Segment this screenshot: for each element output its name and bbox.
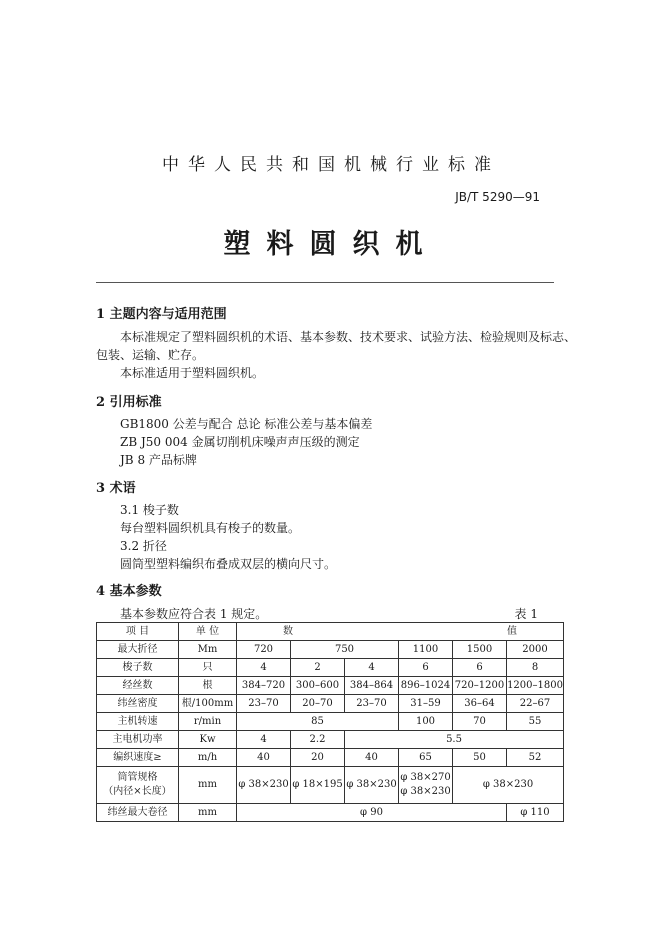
section-4-heading: 4 基本参数 — [96, 584, 162, 599]
reference-item: JB 8 产品标牌 — [120, 453, 197, 467]
cell: 65 — [399, 749, 453, 767]
row-label-line-1: 筒管规格 — [117, 772, 158, 783]
basic-parameters-table — [96, 622, 564, 822]
cell: 22–67 — [507, 695, 564, 713]
table-row — [97, 713, 564, 731]
row-unit: m/h — [179, 749, 237, 767]
row-label: 编织速度≥ — [97, 749, 179, 767]
cell: 50 — [453, 749, 507, 767]
cell: φ 110 — [507, 804, 564, 822]
cell: 23–70 — [345, 695, 399, 713]
cell: 20–70 — [291, 695, 345, 713]
cell: 1200–1800 — [507, 677, 564, 695]
cell: φ 18×195 — [291, 767, 345, 804]
cell: 2000 — [507, 641, 564, 659]
header-value — [237, 623, 564, 641]
cell: 23–70 — [237, 695, 291, 713]
cell: 720–1200 — [453, 677, 507, 695]
section-1-para-2: 本标准适用于塑料圆织机。 — [120, 366, 265, 380]
cell: 8 — [507, 659, 564, 677]
row-label: 主电机功率 — [97, 731, 179, 749]
cell: 2 — [291, 659, 345, 677]
header-value-left: 数 — [283, 625, 293, 637]
row-label — [97, 767, 179, 804]
row-label: 最大折径 — [97, 641, 179, 659]
row-label: 纬丝密度 — [97, 695, 179, 713]
cell: 384–864 — [345, 677, 399, 695]
table-row — [97, 659, 564, 677]
table-row — [97, 641, 564, 659]
term-3-1-definition: 每台塑料圆织机具有梭子的数量。 — [120, 521, 301, 535]
header-item: 项 目 — [97, 623, 179, 641]
cell: 20 — [291, 749, 345, 767]
table-row — [97, 804, 564, 822]
term-3-2-label: 3.2 折径 — [120, 539, 167, 553]
cell: φ 38×230 — [453, 767, 564, 804]
cell: 1100 — [399, 641, 453, 659]
cell: 896–1024 — [399, 677, 453, 695]
row-label: 主机转速 — [97, 713, 179, 731]
cell: 384–720 — [237, 677, 291, 695]
cell: 52 — [507, 749, 564, 767]
cell: 5.5 — [345, 731, 564, 749]
cell: 70 — [453, 713, 507, 731]
header-unit: 单 位 — [179, 623, 237, 641]
term-3-1-label: 3.1 梭子数 — [120, 503, 179, 517]
industry-heading: 中华人民共和国机械行业标准 — [162, 155, 500, 175]
section-1-para-line-2: 包装、运输、贮存。 — [96, 348, 205, 362]
row-unit: 根 — [179, 677, 237, 695]
cell: 4 — [345, 659, 399, 677]
table-row — [97, 695, 564, 713]
table-intro: 基本参数应符合表 1 规定。 — [120, 607, 268, 621]
row-unit: mm — [179, 767, 237, 804]
row-unit: Mm — [179, 641, 237, 659]
section-1-heading: 1 主题内容与适用范围 — [96, 307, 227, 322]
table-header-row — [97, 623, 564, 641]
cell: 40 — [237, 749, 291, 767]
section-1-para-line-1: 本标准规定了塑料圆织机的术语、基本参数、技术要求、试验方法、检验规则及标志、 — [120, 330, 577, 344]
cell: φ 38×230 — [345, 767, 399, 804]
cell: 750 — [291, 641, 399, 659]
cell: 100 — [399, 713, 453, 731]
section-2-heading: 2 引用标准 — [96, 395, 162, 410]
row-label: 梭子数 — [97, 659, 179, 677]
standard-number: JB/T 5290—91 — [455, 190, 540, 204]
section-3-heading: 3 术语 — [96, 481, 136, 496]
header-value-right: 值 — [507, 625, 518, 637]
cell: 720 — [237, 641, 291, 659]
cell: 6 — [399, 659, 453, 677]
cell: φ 90 — [237, 804, 507, 822]
cell: 6 — [453, 659, 507, 677]
row-unit: mm — [179, 804, 237, 822]
cell: 4 — [237, 659, 291, 677]
cell: 40 — [345, 749, 399, 767]
cell: φ 38×230 — [237, 767, 291, 804]
row-label: 纬丝最大卷径 — [97, 804, 179, 822]
term-3-2-definition: 圆筒型塑料编织布叠成双层的横向尺寸。 — [120, 557, 337, 571]
table-row — [97, 749, 564, 767]
row-label: 经丝数 — [97, 677, 179, 695]
cell: 1500 — [453, 641, 507, 659]
cell: 55 — [507, 713, 564, 731]
cell-line-2: φ 38×230 — [400, 786, 451, 797]
cell: 31–59 — [399, 695, 453, 713]
cell: 4 — [237, 731, 291, 749]
cell: 300–600 — [291, 677, 345, 695]
row-unit: 根/100mm — [179, 695, 237, 713]
reference-item: ZB J50 004 金属切削机床噪声声压级的测定 — [120, 435, 360, 449]
table-row — [97, 731, 564, 749]
row-label-line-2: （内径×长度） — [103, 786, 172, 797]
cell: 85 — [237, 713, 399, 731]
table-row — [97, 677, 564, 695]
row-unit: Kw — [179, 731, 237, 749]
title-divider — [96, 282, 554, 283]
cell: 36–64 — [453, 695, 507, 713]
row-unit: 只 — [179, 659, 237, 677]
cell-line-1: φ 38×270 — [400, 772, 451, 783]
reference-item: GB1800 公差与配合 总论 标准公差与基本偏差 — [120, 417, 373, 431]
document-title: 塑料圆织机 — [223, 229, 439, 260]
cell — [399, 767, 453, 804]
table-row — [97, 767, 564, 804]
cell: 2.2 — [291, 731, 345, 749]
table-label: 表 1 — [514, 607, 538, 621]
row-unit: r/min — [179, 713, 237, 731]
